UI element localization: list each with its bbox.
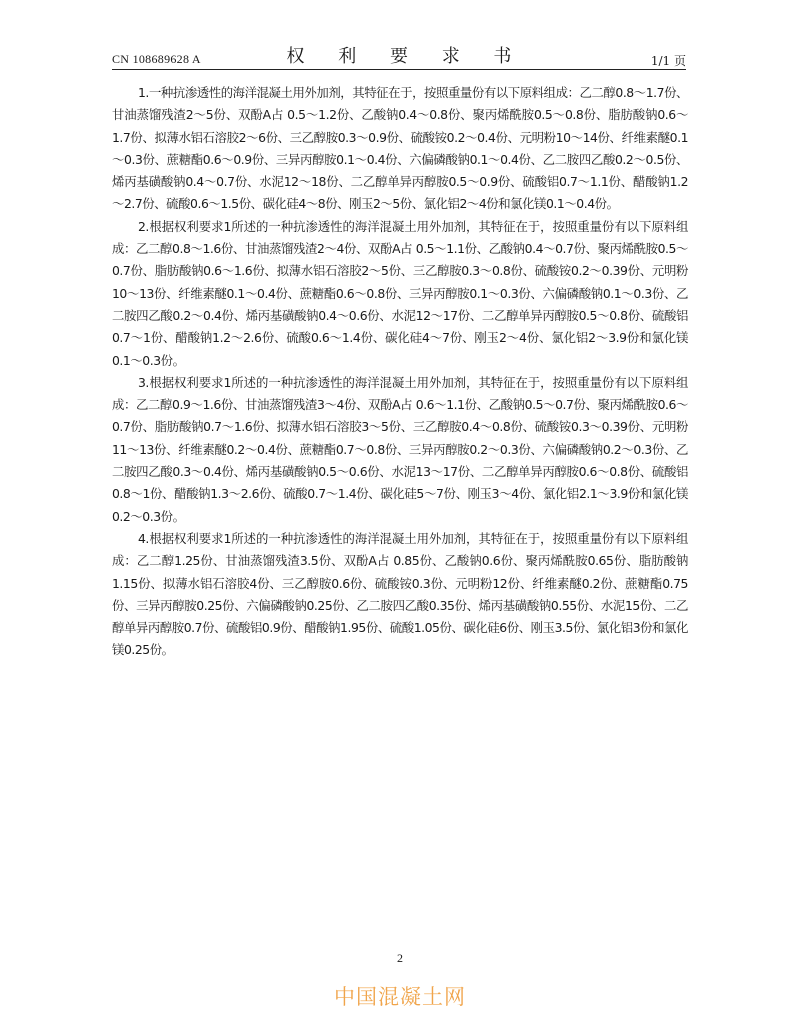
site-watermark: 中国混凝土网 <box>334 985 466 1009</box>
document-title: 权 利 要 求 书 <box>286 46 526 67</box>
page-header <box>112 38 686 70</box>
claim-1: 1.一种抗渗透性的海洋混凝土用外加剂，其特征在于，按照重量份有以下原料组成：乙二醇0.8～1.7份、甘油蒸馏残渣2～5份、双酚A占 0.5～1.2份、乙酸钠0.4～0.8份、聚丙烯酰胺0.5～0.8份、脂肪酸钠0.6～1.7份、拟薄水铝石溶胶2～6份、三乙醇胺0.3～0.9份、硫酸铵0.2～0.4份、元明粉10～14份、纤维素醚0.1～0.3份、蔗糖酯0.6～0.9份、三异丙醇胺0.1～0.4份、六偏磷酸钠0.1～0.4份、乙二胺四乙酸0.2～0.5份、烯丙基磺酸钠0.4～0.7份、水泥12～18份、二乙醇单异丙醇胺0.5～0.9份、硫酸铝0.7～1.1份、醋酸钠1.2～2.7份、硫酸0.6～1.5份、碳化硅4～8份、刚玉2～5份、氯化铝2～4份和氯化镁0.1～0.4份。 <box>112 85 688 212</box>
publication-number: CN 108689628 A <box>112 52 201 66</box>
header-divider <box>112 69 686 70</box>
claim-3: 3.根据权利要求1所述的一种抗渗透性的海洋混凝土用外加剂，其特征在于，按照重量份有以下原料组成：乙二醇0.9～1.6份、甘油蒸馏残渣3～4份、双酚A占 0.6～1.1份、乙酸钠0.5～0.7份、聚丙烯酰胺0.6～0.7份、脂肪酸钠0.7～1.6份、拟薄水铝石溶胶3～5份、三乙醇胺0.4～0.8份、硫酸铵0.3～0.39份、元明粉11～13份、纤维素醚0.2～0.4份、蔗糖酯0.7～0.8份、三异丙醇胺0.2～0.3份、六偏磷酸钠0.2～0.3份、乙二胺四乙酸0.3～0.4份、烯丙基磺酸钠0.5～0.6份、水泥13～17份、二乙醇单异丙醇胺0.6～0.8份、硫酸铝0.8～1份、醋酸钠1.3～2.6份、硫酸0.7～1.4份、碳化硅5～7份、刚玉3～4份、氯化铝2.1～3.9份和氯化镁0.2～0.3份。 <box>112 374 688 524</box>
claims-section <box>112 82 688 662</box>
claim-4: 4.根据权利要求1所述的一种抗渗透性的海洋混凝土用外加剂，其特征在于，按照重量份有以下原料组成：乙二醇1.25份、甘油蒸馏残渣3.5份、双酚A占 0.85份、乙酸钠0.6份、聚丙烯酰胺0.65份、脂肪酸钠1.15份、拟薄水铝石溶胶4份、三乙醇胺0.6份、硫酸铵0.3份、元明粉12份、纤维素醚0.2份、蔗糖酯0.75份、三异丙醇胺0.25份、六偏磷酸钠0.25份、乙二胺四乙酸0.35份、烯丙基磺酸钠0.55份、水泥15份、二乙醇单异丙醇胺0.7份、硫酸铝0.9份、醋酸钠1.95份、硫酸1.05份、碳化硅6份、刚玉3.5份、氯化铝3份和氯化镁0.25份。 <box>112 530 688 658</box>
page-count: 1/1 页 <box>650 54 686 68</box>
claim-2: 2.根据权利要求1所述的一种抗渗透性的海洋混凝土用外加剂，其特征在于，按照重量份有以下原料组成：乙二醇0.8～1.6份、甘油蒸馏残渣2～4份、双酚A占 0.5～1.1份、乙酸钠0.4～0.7份、聚丙烯酰胺0.5～0.7份、脂肪酸钠0.6～1.6份、拟薄水铝石溶胶2～5份、三乙醇胺0.3～0.8份、硫酸铵0.2～0.39份、元明粉10～13份、纤维素醚0.1～0.4份、蔗糖酯0.6～0.8份、三异丙醇胺0.1～0.3份、六偏磷酸钠0.1～0.3份、乙二胺四乙酸0.2～0.4份、烯丙基磺酸钠0.4～0.6份、水泥12～17份、二乙醇单异丙醇胺0.5～0.8份、硫酸铝0.7～1份、醋酸钠1.2～2.6份、硫酸0.6～1.4份、碳化硅4～7份、刚玉2～4份、氯化铝2～3.9份和氯化镁0.1～0.3份。 <box>112 218 688 368</box>
page-number: 2 <box>397 951 403 965</box>
